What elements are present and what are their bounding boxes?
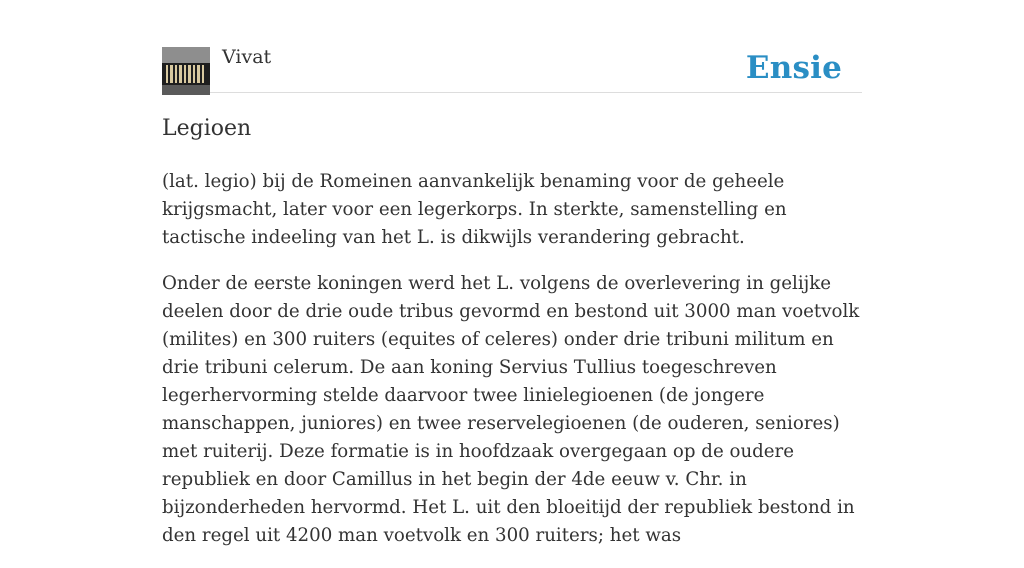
avatar[interactable] <box>162 47 210 95</box>
article-paragraph: Onder de eerste koningen werd het L. volgens de overlevering in gelijke deelen door de drie oude tribus gevormd en bestond uit 3000 man voetvolk (milites) en 300 ruiters (equites of celeres) onder drie tribuni militum en drie tribuni celerum. De aan koning Servius Tullius toegeschreven legerhervorming stelde daarvoor twee linielegioenen (de jongere manschappen, juniores) en twee reservelegioenen (de ouderen, seniores) met ruiterij. Deze formatie is in hoofdzaak overgegaan op de oudere republiek en door Camillus in het begin der 4de eeuw v. Chr. in bijzonderheden hervormd. Het L. uit den bloeitijd der republiek bestond in den regel uit 4200 man voetvolk en 300 ruiters; het was <box>162 273 860 546</box>
source-name[interactable]: Vivat <box>222 46 272 68</box>
brand-logo[interactable]: Ensie <box>745 50 842 86</box>
book-spines-icon <box>162 47 210 95</box>
page-container <box>162 0 862 546</box>
page-title: Legioen <box>162 116 252 141</box>
header <box>162 0 862 93</box>
article-paragraph: (lat. legio) bij de Romeinen aanvankelijk benaming voor de geheele krijgsmacht, later voor een legerkorps. In sterkte, samenstelling en tactische indeeling van het L. is dikwijls verandering gebracht. <box>162 171 787 248</box>
article-body <box>162 168 864 568</box>
